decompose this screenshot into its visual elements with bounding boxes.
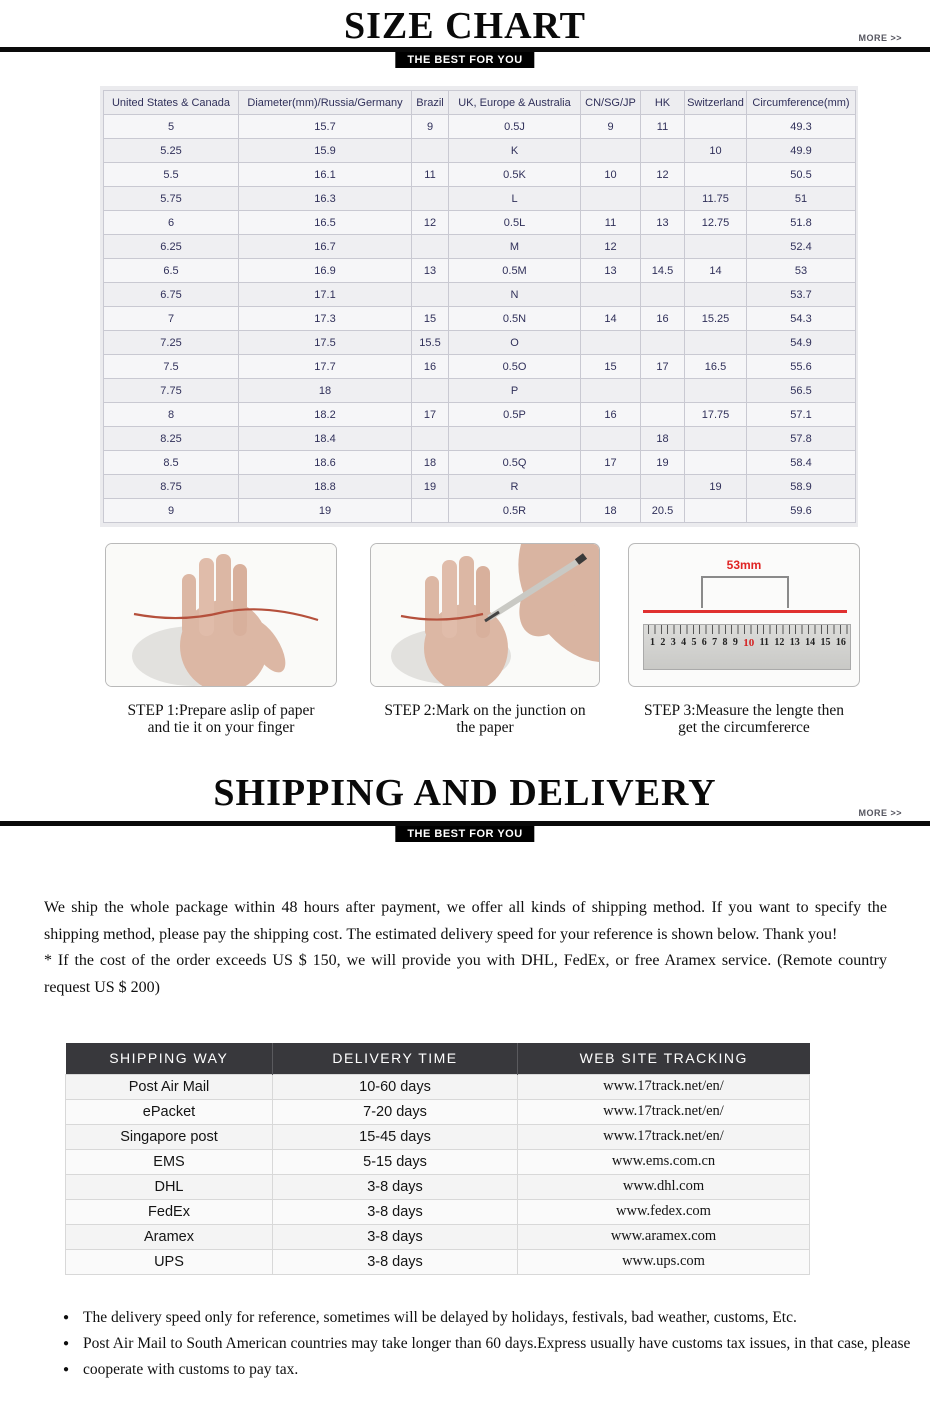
shipping-cell: www.ups.com	[518, 1249, 810, 1274]
bullet-item: ● Post Air Mail to South American countries may take longer than 60 days.Express usually have customs tax issues, in that case, please	[63, 1331, 893, 1357]
shipping-cell: 10-60 days	[273, 1074, 518, 1099]
size-chart-row	[104, 451, 856, 475]
size-chart-cell: 49.9	[747, 139, 856, 163]
size-chart-row	[104, 331, 856, 355]
shipping-cell: www.ems.com.cn	[518, 1149, 810, 1174]
size-chart-row	[104, 235, 856, 259]
size-chart-cell: 5.75	[104, 187, 239, 211]
size-chart-cell: 0.5R	[449, 499, 581, 523]
shipping-cell: www.aramex.com	[518, 1224, 810, 1249]
size-chart-cell	[685, 163, 747, 187]
size-chart-cell: 16	[641, 307, 685, 331]
shipping-row	[66, 1149, 810, 1174]
size-chart-cell	[685, 115, 747, 139]
size-chart-cell: 58.4	[747, 451, 856, 475]
ruler-number: 9	[732, 637, 738, 648]
step-1-photo	[105, 543, 337, 687]
size-chart-cell	[449, 427, 581, 451]
step-3-caption	[628, 702, 860, 736]
shipping-cell: www.17track.net/en/	[518, 1124, 810, 1149]
size-chart-row	[104, 427, 856, 451]
shipping-cell: ePacket	[66, 1099, 273, 1124]
size-chart-body	[104, 115, 856, 523]
size-chart-cell: 11	[581, 211, 641, 235]
ruler-number: 10	[743, 637, 755, 649]
size-chart-row	[104, 499, 856, 523]
shipping-cell: FedEx	[66, 1199, 273, 1224]
size-chart-cell: K	[449, 139, 581, 163]
size-chart-header-row	[104, 91, 856, 115]
shipping-column-header: DELIVERY TIME	[273, 1043, 518, 1074]
size-chart-cell: 17.5	[239, 331, 412, 355]
size-chart-cell: 17	[581, 451, 641, 475]
size-chart-cell: 20.5	[641, 499, 685, 523]
shipping-cell: www.17track.net/en/	[518, 1074, 810, 1099]
size-chart-column-header: Brazil	[412, 91, 449, 115]
shipping-cell: DHL	[66, 1174, 273, 1199]
size-chart-cell	[641, 475, 685, 499]
size-chart-cell: R	[449, 475, 581, 499]
shipping-body	[66, 1074, 810, 1274]
size-chart-column-header: UK, Europe & Australia	[449, 91, 581, 115]
shipping-table-panel	[65, 1043, 809, 1275]
size-chart-cell	[685, 331, 747, 355]
shipping-row	[66, 1249, 810, 1274]
size-chart-cell: 52.4	[747, 235, 856, 259]
size-chart-cell: 16	[581, 403, 641, 427]
shipping-cell: 3-8 days	[273, 1199, 518, 1224]
size-chart-cell	[641, 139, 685, 163]
ruler-illustration	[643, 624, 851, 670]
size-chart-cell	[685, 451, 747, 475]
shipping-more-link[interactable]: MORE >>	[858, 808, 902, 818]
step-2-caption	[370, 702, 600, 736]
size-chart-cell: 18	[641, 427, 685, 451]
size-chart-cell: 17	[641, 355, 685, 379]
ruler-numbers	[646, 637, 850, 649]
size-chart-row	[104, 355, 856, 379]
size-chart-cell: P	[449, 379, 581, 403]
size-chart-cell	[581, 283, 641, 307]
size-chart-cell: 14	[581, 307, 641, 331]
size-chart-cell: 15	[581, 355, 641, 379]
size-chart-cell: 15.7	[239, 115, 412, 139]
shipping-cell: 3-8 days	[273, 1224, 518, 1249]
size-chart-cell: 18.6	[239, 451, 412, 475]
size-chart-cell: 8.5	[104, 451, 239, 475]
size-chart-cell: 18.2	[239, 403, 412, 427]
size-chart-cell: 49.3	[747, 115, 856, 139]
size-chart-cell: 6.5	[104, 259, 239, 283]
size-chart-cell	[685, 427, 747, 451]
size-chart-cell: 12.75	[685, 211, 747, 235]
size-chart-panel	[100, 86, 858, 527]
size-chart-cell: 18	[581, 499, 641, 523]
hand-with-string-illustration	[106, 544, 336, 686]
shipping-cell: 3-8 days	[273, 1174, 518, 1199]
size-chart-cell: 6.75	[104, 283, 239, 307]
step-1-caption-line-1: STEP 1:Prepare aslip of paper	[127, 702, 315, 719]
size-chart-cell: 13	[412, 259, 449, 283]
size-chart-cell: 11.75	[685, 187, 747, 211]
size-chart-cell: 51	[747, 187, 856, 211]
ruler-number: 5	[691, 637, 697, 648]
size-chart-cell: 5.5	[104, 163, 239, 187]
size-chart-row	[104, 115, 856, 139]
size-chart-banner: THE BEST FOR YOU	[395, 52, 534, 68]
size-chart-cell	[412, 283, 449, 307]
measurement-label: 53mm	[726, 558, 762, 572]
size-chart-column-header: CN/SG/JP	[581, 91, 641, 115]
size-chart-cell: 12	[581, 235, 641, 259]
size-chart-cell	[641, 331, 685, 355]
size-chart-cell: 57.8	[747, 427, 856, 451]
size-chart-cell: N	[449, 283, 581, 307]
size-chart-cell	[685, 499, 747, 523]
shipping-row	[66, 1199, 810, 1224]
size-chart-cell	[581, 379, 641, 403]
size-chart-cell: 18	[412, 451, 449, 475]
size-chart-cell: 17.75	[685, 403, 747, 427]
size-chart-cell: O	[449, 331, 581, 355]
size-chart-cell: 19	[641, 451, 685, 475]
size-chart-cell: 18	[239, 379, 412, 403]
size-chart-row	[104, 283, 856, 307]
size-chart-cell	[412, 427, 449, 451]
step-2-photo	[370, 543, 600, 687]
size-chart-cell: 16.5	[685, 355, 747, 379]
size-chart-cell: 13	[581, 259, 641, 283]
size-chart-cell: 0.5N	[449, 307, 581, 331]
size-chart-cell: 54.9	[747, 331, 856, 355]
ruler-number: 14	[805, 637, 816, 648]
size-chart-cell: 8.25	[104, 427, 239, 451]
size-chart-cell: 14	[685, 259, 747, 283]
size-chart-cell: 11	[641, 115, 685, 139]
size-chart-cell: 17.3	[239, 307, 412, 331]
size-chart-cell: 8.75	[104, 475, 239, 499]
size-chart-cell: 16.3	[239, 187, 412, 211]
shipping-row	[66, 1074, 810, 1099]
size-chart-cell: 0.5L	[449, 211, 581, 235]
size-chart-cell: 15.5	[412, 331, 449, 355]
step-1-caption	[105, 702, 337, 736]
size-chart-cell	[412, 499, 449, 523]
size-chart-row	[104, 403, 856, 427]
size-chart-cell: 9	[412, 115, 449, 139]
size-chart-column-header: HK	[641, 91, 685, 115]
size-chart-table	[103, 90, 856, 523]
size-chart-cell: 17	[412, 403, 449, 427]
size-chart-cell	[581, 139, 641, 163]
size-chart-cell: 5.25	[104, 139, 239, 163]
size-chart-column-header: Circumference(mm)	[747, 91, 856, 115]
size-chart-cell: 11	[412, 163, 449, 187]
size-chart-cell: 9	[581, 115, 641, 139]
step-3-caption-line-2: get the circumfererce	[678, 719, 810, 736]
step-2-caption-line-2: the paper	[456, 719, 514, 736]
size-chart-row	[104, 187, 856, 211]
ruler-number: 8	[722, 637, 728, 648]
step-3-caption-line-1: STEP 3:Measure the lengte then	[643, 702, 845, 719]
size-chart-cell: 0.5J	[449, 115, 581, 139]
paper-strip-line	[643, 610, 847, 613]
shipping-column-header: WEB SITE TRACKING	[518, 1043, 810, 1074]
size-chart-cell: 5	[104, 115, 239, 139]
hand-marking-with-pen-illustration	[371, 544, 599, 686]
ruler-number: 15	[820, 637, 831, 648]
size-chart-row	[104, 139, 856, 163]
size-chart-cell	[685, 379, 747, 403]
shipping-table	[65, 1043, 810, 1275]
size-chart-cell: 10	[581, 163, 641, 187]
size-chart-cell	[412, 379, 449, 403]
ruler-number: 2	[660, 637, 666, 648]
size-chart-cell: 12	[412, 211, 449, 235]
size-chart-cell: 16.5	[239, 211, 412, 235]
size-chart-cell: 51.8	[747, 211, 856, 235]
size-chart-cell: 19	[239, 499, 412, 523]
size-chart-cell: 18.4	[239, 427, 412, 451]
measurement-bracket	[701, 576, 789, 608]
ruler-number: 1	[650, 637, 655, 648]
size-chart-row	[104, 379, 856, 403]
size-chart-cell: 55.6	[747, 355, 856, 379]
size-chart-cell	[685, 283, 747, 307]
shipping-cell: www.17track.net/en/	[518, 1099, 810, 1124]
ruler-number: 11	[759, 637, 770, 648]
size-chart-cell: 0.5Q	[449, 451, 581, 475]
size-chart-cell	[412, 139, 449, 163]
size-chart-cell: 18.8	[239, 475, 412, 499]
size-chart-cell: 0.5M	[449, 259, 581, 283]
bullet-item: ● The delivery speed only for reference, sometimes will be delayed by holidays, festivals, bad weather, customs, Etc.	[63, 1305, 893, 1331]
size-chart-cell	[641, 379, 685, 403]
size-chart-cell: 17.7	[239, 355, 412, 379]
size-chart-cell: 7.25	[104, 331, 239, 355]
size-chart-cell	[641, 403, 685, 427]
shipping-note: * If the cost of the order exceeds US $ 150, we will provide you with DHL, FedEx, or free Aramex service. (Remote country request US $ 200)	[44, 952, 887, 996]
ruler-number: 7	[712, 637, 718, 648]
size-chart-cell: 10	[685, 139, 747, 163]
size-chart-cell	[641, 187, 685, 211]
size-chart-cell	[412, 187, 449, 211]
shipping-notes-list	[63, 1305, 911, 1383]
size-chart-cell: 9	[104, 499, 239, 523]
shipping-column-header: SHIPPING WAY	[66, 1043, 273, 1074]
step-2-caption-line-1: STEP 2:Mark on the junction on	[384, 702, 586, 719]
size-chart-cell: 53.7	[747, 283, 856, 307]
size-chart-cell	[412, 235, 449, 259]
size-chart-title: SIZE CHART	[343, 5, 586, 47]
size-chart-cell: 8	[104, 403, 239, 427]
ruler-number: 6	[701, 637, 707, 648]
size-chart-cell: 15.9	[239, 139, 412, 163]
shipping-cell: Aramex	[66, 1224, 273, 1249]
size-chart-row	[104, 475, 856, 499]
shipping-row	[66, 1224, 810, 1249]
size-chart-cell	[641, 235, 685, 259]
ruler-number: 13	[789, 637, 800, 648]
size-chart-cell	[641, 283, 685, 307]
size-chart-cell: 12	[641, 163, 685, 187]
size-chart-cell: 19	[685, 475, 747, 499]
size-chart-cell	[581, 187, 641, 211]
size-chart-row	[104, 259, 856, 283]
size-chart-row	[104, 307, 856, 331]
size-chart-column-header: Diameter(mm)/Russia/Germany	[239, 91, 412, 115]
size-chart-cell: 58.9	[747, 475, 856, 499]
size-chart-cell: 14.5	[641, 259, 685, 283]
size-chart-cell: 53	[747, 259, 856, 283]
size-chart-cell: 7.75	[104, 379, 239, 403]
shipping-header-row	[66, 1043, 810, 1074]
size-chart-cell: 13	[641, 211, 685, 235]
size-chart-cell: 0.5K	[449, 163, 581, 187]
shipping-row	[66, 1174, 810, 1199]
shipping-cell: Post Air Mail	[66, 1074, 273, 1099]
size-chart-cell: 16	[412, 355, 449, 379]
size-chart-row	[104, 211, 856, 235]
shipping-intro: We ship the whole package within 48 hours after payment, we offer all kinds of shipping method. If you want to specify the shipping method, please pay the shipping cost. The estimated delivery speed for your reference is shown below. Thank you!	[44, 899, 887, 943]
step-1-caption-line-2: and tie it on your finger	[147, 719, 295, 736]
ruler-number: 12	[774, 637, 785, 648]
ruler-ticks	[648, 625, 850, 634]
size-chart-cell	[581, 427, 641, 451]
shipping-cell: www.fedex.com	[518, 1199, 810, 1224]
shipping-title: SHIPPING AND DELIVERY	[213, 772, 717, 814]
shipping-cell: Singapore post	[66, 1124, 273, 1149]
size-chart-column-header: Switzerland	[685, 91, 747, 115]
size-chart-cell: 57.1	[747, 403, 856, 427]
shipping-cell: 3-8 days	[273, 1249, 518, 1274]
size-chart-column-header: United States & Canada	[104, 91, 239, 115]
shipping-cell: 5-15 days	[273, 1149, 518, 1174]
ruler-number: 16	[835, 637, 846, 648]
size-chart-more-link[interactable]: MORE >>	[858, 33, 902, 43]
size-chart-cell: 7	[104, 307, 239, 331]
bullet-item: ● cooperate with customs to pay tax.	[63, 1357, 893, 1383]
shipping-cell: 15-45 days	[273, 1124, 518, 1149]
size-chart-row	[104, 163, 856, 187]
size-chart-cell: 19	[412, 475, 449, 499]
ruler-number: 3	[670, 637, 676, 648]
ruler-number: 4	[681, 637, 687, 648]
shipping-row	[66, 1124, 810, 1149]
size-chart-cell	[581, 475, 641, 499]
step-3-photo	[628, 543, 860, 687]
size-chart-cell: 16.1	[239, 163, 412, 187]
size-chart-cell: M	[449, 235, 581, 259]
size-chart-cell: 15.25	[685, 307, 747, 331]
shipping-text-block	[44, 895, 887, 1001]
size-chart-cell: 15	[412, 307, 449, 331]
size-chart-cell: 16.7	[239, 235, 412, 259]
size-chart-cell: 59.6	[747, 499, 856, 523]
shipping-banner: THE BEST FOR YOU	[395, 826, 534, 842]
shipping-cell: EMS	[66, 1149, 273, 1174]
shipping-cell: www.dhl.com	[518, 1174, 810, 1199]
shipping-cell: 7-20 days	[273, 1099, 518, 1124]
size-chart-cell: 6.25	[104, 235, 239, 259]
shipping-row	[66, 1099, 810, 1124]
size-chart-cell	[581, 331, 641, 355]
size-chart-cell: 54.3	[747, 307, 856, 331]
shipping-cell: UPS	[66, 1249, 273, 1274]
size-chart-cell: 0.5O	[449, 355, 581, 379]
size-chart-cell: 6	[104, 211, 239, 235]
size-chart-cell: 0.5P	[449, 403, 581, 427]
size-chart-cell: 17.1	[239, 283, 412, 307]
size-chart-cell: 50.5	[747, 163, 856, 187]
size-chart-cell: 16.9	[239, 259, 412, 283]
size-chart-cell: 56.5	[747, 379, 856, 403]
size-chart-cell: L	[449, 187, 581, 211]
size-chart-cell	[685, 235, 747, 259]
size-chart-cell: 7.5	[104, 355, 239, 379]
